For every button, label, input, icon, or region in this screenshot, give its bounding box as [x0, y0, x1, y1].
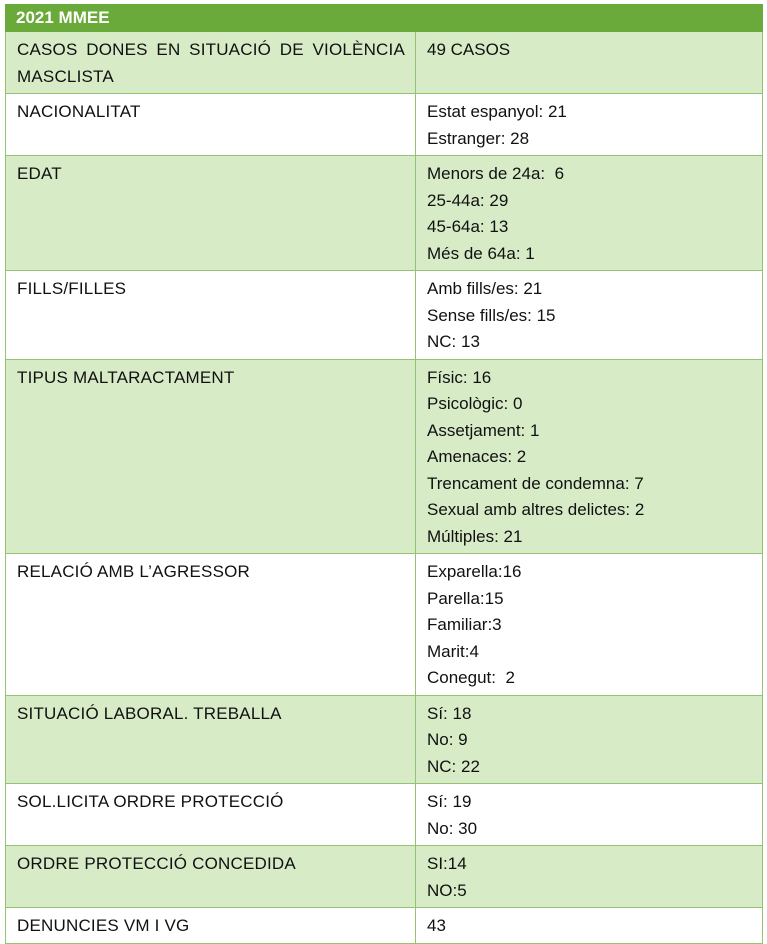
row-values [416, 32, 763, 94]
value-line: NC: 13 [427, 332, 480, 351]
row-label: NACIONALITAT [6, 94, 416, 156]
value-line: Més de 64a: 1 [427, 243, 535, 263]
value-line: Múltiples: 21 [427, 526, 523, 546]
value-line: Marit:4 [427, 641, 479, 661]
value-line: Conegut: 2 [427, 668, 515, 687]
value-line: 49 CASOS [427, 40, 511, 59]
table-row [6, 554, 763, 696]
table-row [6, 94, 763, 156]
table-row [6, 32, 763, 94]
value-line: Parella:15 [427, 588, 504, 608]
table-row [6, 271, 763, 360]
table-body [6, 32, 763, 944]
table-title-row [6, 5, 763, 32]
value-line: 43 [427, 916, 446, 935]
row-values [416, 846, 763, 908]
value-line: Assetjament: 1 [427, 420, 540, 440]
value-line: Físic: 16 [427, 367, 492, 387]
value-line: NO:5 [427, 880, 467, 900]
value-line: Familiar:3 [427, 615, 502, 634]
table-row [6, 695, 763, 784]
row-values [416, 271, 763, 360]
row-label: ORDRE PROTECCIÓ CONCEDIDA [6, 846, 416, 908]
row-label: TIPUS MALTARACTAMENT [6, 359, 416, 554]
row-values [416, 908, 763, 944]
table-row [6, 846, 763, 908]
row-values [416, 554, 763, 696]
value-line: Menors de 24a: 6 [427, 164, 565, 183]
value-line: Exparella:16 [427, 562, 522, 581]
table-title: 2021 MMEE [6, 5, 763, 32]
value-line: Sí: 18 [427, 703, 472, 723]
row-values [416, 94, 763, 156]
value-line: No: 9 [427, 730, 468, 749]
row-label: EDAT [6, 156, 416, 271]
value-line: SI:14 [427, 854, 467, 873]
value-line: No: 30 [427, 818, 478, 838]
table-row [6, 359, 763, 554]
value-line: Amb fills/es: 21 [427, 279, 543, 298]
value-line: NC: 22 [427, 756, 480, 776]
row-label: SOL.LICITA ORDRE PROTECCIÓ [6, 784, 416, 846]
value-line: 25-44a: 29 [427, 190, 509, 210]
value-line: Sexual amb altres delictes: 2 [427, 500, 645, 519]
table-row [6, 784, 763, 846]
value-line: Estat espanyol: 21 [427, 102, 567, 121]
row-label: FILLS/FILLES [6, 271, 416, 360]
statistics-table [5, 4, 763, 944]
table-row [6, 908, 763, 944]
value-line: Sí: 19 [427, 792, 472, 811]
value-line: Psicològic: 0 [427, 394, 523, 413]
row-label: RELACIÓ AMB L’AGRESSOR [6, 554, 416, 696]
row-values [416, 359, 763, 554]
value-line: Amenaces: 2 [427, 447, 527, 466]
row-label: DENUNCIES VM I VG [6, 908, 416, 944]
row-values [416, 784, 763, 846]
row-label: CASOS DONES EN SITUACIÓ DE VIOLÈNCIA MASCLISTA [6, 32, 416, 94]
table-row [6, 156, 763, 271]
row-values [416, 695, 763, 784]
value-line: 45-64a: 13 [427, 217, 509, 236]
value-line: Trencament de condemna: 7 [427, 473, 644, 493]
value-line: Sense fills/es: 15 [427, 305, 556, 325]
row-label: SITUACIÓ LABORAL. TREBALLA [6, 695, 416, 784]
row-values [416, 156, 763, 271]
value-line: Estranger: 28 [427, 128, 530, 148]
